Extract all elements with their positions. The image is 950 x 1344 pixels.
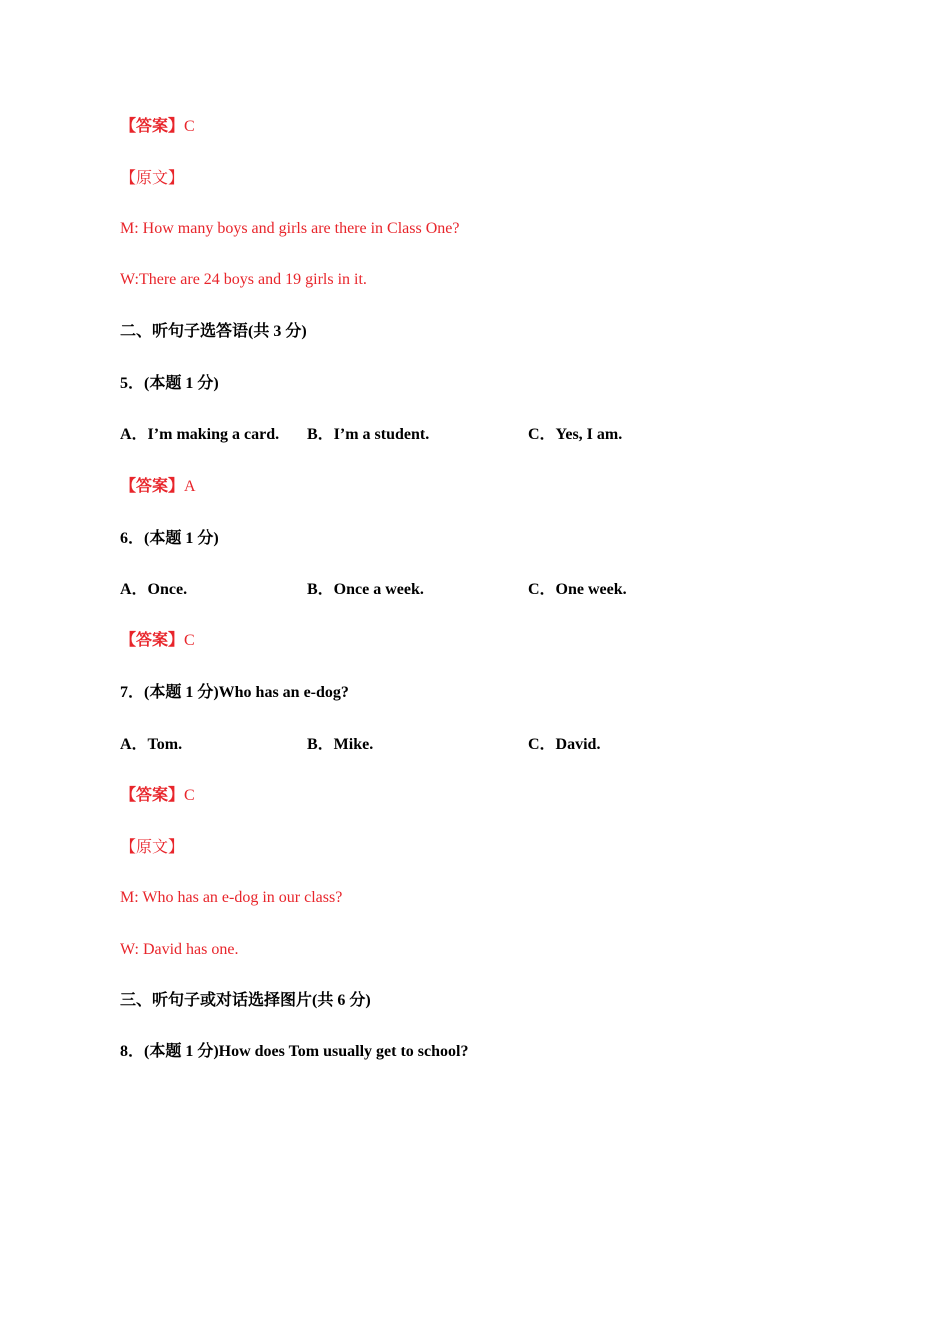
- option-b: B．Mike.: [307, 736, 374, 753]
- dialog-line-q7-1: M: Who has an e-dog in our class?: [120, 889, 343, 906]
- question-5-stem: 5．(本题 1 分): [120, 375, 219, 392]
- dialog-line-q4-1: M: How many boys and girls are there in Class One?: [120, 220, 460, 237]
- option-a: A．Tom.: [120, 736, 183, 753]
- option-c: C．Yes, I am.: [528, 426, 623, 443]
- question-6-options: [120, 580, 820, 600]
- question-7-stem: 7．(本题 1 分)Who has an e-dog?: [120, 684, 349, 701]
- option-c: C．One week.: [528, 581, 627, 598]
- question-7-options: [120, 735, 820, 755]
- dialog-line-q7-2: W: David has one.: [120, 941, 239, 958]
- answer-value: A: [184, 478, 196, 495]
- answer-label: 【答案】: [120, 787, 185, 804]
- option-a: A．I’m making a card.: [120, 426, 280, 443]
- option-b: B．Once a week.: [307, 581, 424, 598]
- section-heading-2: 二、听句子选答语(共 3 分): [120, 323, 307, 340]
- answer-value: C: [184, 118, 195, 135]
- answer-label: 【答案】: [120, 118, 185, 135]
- option-b: B．I’m a student.: [307, 426, 430, 443]
- question-5-options: [120, 425, 820, 445]
- answer-q5: [120, 477, 196, 497]
- original-text-label-q4: 【原文】: [120, 170, 185, 187]
- option-a: A．Once.: [120, 581, 188, 598]
- answer-q6: [120, 631, 195, 651]
- question-8-stem: 8．(本题 1 分)How does Tom usually get to school?: [120, 1043, 469, 1060]
- answer-value: C: [184, 787, 195, 804]
- section-heading-3: 三、听句子或对话选择图片(共 6 分): [120, 992, 371, 1009]
- answer-value: C: [184, 632, 195, 649]
- answer-q7: [120, 786, 195, 806]
- answer-label: 【答案】: [120, 632, 185, 649]
- question-6-stem: 6．(本题 1 分): [120, 530, 219, 547]
- original-text-label-q7: 【原文】: [120, 839, 185, 856]
- answer-label: 【答案】: [120, 478, 185, 495]
- dialog-line-q4-2: W:There are 24 boys and 19 girls in it.: [120, 271, 367, 288]
- answer-q4: [120, 117, 195, 137]
- option-c: C．David.: [528, 736, 601, 753]
